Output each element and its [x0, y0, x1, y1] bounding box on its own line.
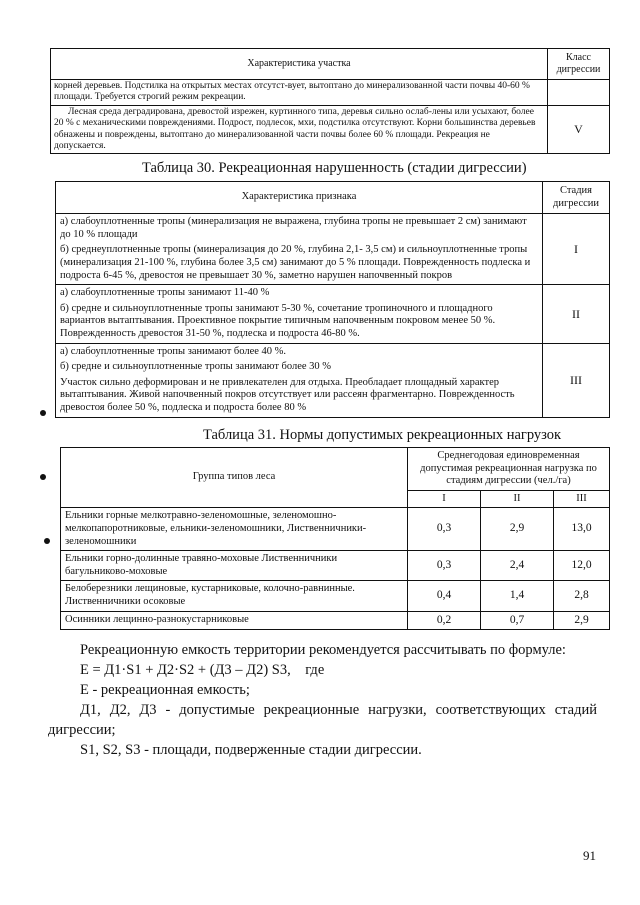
paragraph: б) средне и сильноуплотненные тропы занимают более 30 %: [60, 361, 332, 373]
stage-value: II: [543, 285, 610, 343]
load-stage-1: 0,2: [408, 611, 481, 630]
definition-e: E - рекреационная емкость;: [80, 682, 250, 698]
header-stage-1: I: [408, 490, 481, 508]
row-class: [548, 80, 610, 106]
table-row: [56, 343, 610, 417]
paragraph: а) слабоуплотненные тропы занимают более 40 %.: [60, 345, 287, 357]
header-stage-2: II: [481, 490, 554, 508]
forest-group: Ельники горные мелкотравно-зеленомошные, зеленомошно-мелкопапоротниковые, ельники-зеленомошники, Лиственничники-зеленомошники: [61, 508, 408, 551]
formula: E = Д1·S1 + Д2·S2 + (Д3 – Д2) S3, где: [80, 662, 325, 678]
table-recreational-disturbance: [55, 181, 610, 418]
header-class: Класс дигрессии: [548, 49, 610, 80]
load-stage-2: 1,4: [481, 581, 554, 611]
load-stage-2: 0,7: [481, 611, 554, 630]
stage-value: III: [543, 343, 610, 417]
paragraph: Участок сильно деформирован и не привлекателен для отдыха. Преобладает площадный характер вытаптывания. Живой напочвенный покров отсутствует или рассеян фрагментарно. Поврежденность древостоя более 50 %, подлеска и подроста более 80 %: [60, 376, 515, 413]
paragraph-capacity: Рекреационную емкость территории рекомендуется рассчитывать по формуле:: [80, 642, 566, 658]
load-stage-1: 0,3: [408, 508, 481, 551]
table-row: [61, 581, 610, 611]
table-row: [61, 551, 610, 581]
table-row: [51, 105, 610, 154]
header-characteristic: Характеристика участка: [51, 49, 548, 80]
paragraph: б) среднеуплотненные тропы (минерализация до 20 %, глубина 2,1- 3,5 см) и сильноуплотненные тропы (минерализация 21-100 %, глубина более 3,5 см) занимают до 5 % площади. Поврежденность подлеска и подроста 6-45 %, древостоя не превышает 30 %, заметно нарушен напочвенный покров: [60, 244, 531, 281]
margin-dot: [40, 474, 46, 480]
definition-d: Д1, Д2, Д3 - допустимые рекреационные нагрузки, соответствующих стадий дигрессии;: [48, 702, 597, 738]
load-stage-3: 13,0: [554, 508, 610, 551]
paragraph: а) слабоуплотненные тропы (минерализация не выражена, глубина тропы не превышает 2 см) занимают до 10 % площади: [60, 216, 527, 240]
row-text: Лесная среда деградирована, древостой изрежен, куртинного типа, деревья сильно ослаб-лены или усыхают, более 20 % с механическими повреждениями. Подрост, подлесок, мхи, подстилка отсутствуют. Корни большинства деревьев обнажены и повреждены, вытоптано до минерализованной части почвы более 60 % площади. Рекреация не допускается.: [51, 105, 548, 154]
margin-dot: [40, 410, 46, 416]
forest-group: Осинники лещинно-разнокустарниковые: [61, 611, 408, 630]
row-description: [56, 343, 543, 417]
header-group: Группа типов леса: [61, 448, 408, 508]
page-number: 91: [583, 848, 596, 863]
body-text: [48, 640, 597, 760]
row-class: V: [548, 105, 610, 154]
row-description: [56, 285, 543, 343]
row-text: корней деревьев. Подстилка на открытых местах отсутст-вует, вытоптано до минерализованной части почвы 40-60 % площади. Требуется строгий режим рекреации.: [51, 80, 548, 106]
table-row: [61, 508, 610, 551]
margin-dot: [44, 538, 50, 544]
table-recreational-load-norms: [60, 447, 610, 630]
load-stage-3: 2,8: [554, 581, 610, 611]
load-stage-1: 0,4: [408, 581, 481, 611]
table30-caption: Таблица 30. Рекреационная нарушенность (стадии дигрессии): [142, 160, 527, 176]
table-land-characteristics: [50, 48, 610, 154]
header-load: Среднегодовая единовременная допустимая рекреационная нагрузка по стадиям дигрессии (чел./га): [408, 448, 610, 491]
header-stage: Стадия дигрессии: [543, 182, 610, 214]
table-row: [61, 611, 610, 630]
table-row: [51, 80, 610, 106]
table-row: [56, 214, 610, 285]
load-stage-1: 0,3: [408, 551, 481, 581]
table-row: [56, 285, 610, 343]
load-stage-2: 2,4: [481, 551, 554, 581]
table31-caption: Таблица 31. Нормы допустимых рекреационных нагрузок: [203, 427, 562, 443]
load-stage-3: 2,9: [554, 611, 610, 630]
stage-value: I: [543, 214, 610, 285]
load-stage-2: 2,9: [481, 508, 554, 551]
header-sign: Характеристика признака: [56, 182, 543, 214]
forest-group: Белоберезники лещиновые, кустарниковые, колочно-равнинные. Лиственничники осоковые: [61, 581, 408, 611]
paragraph: б) средне и сильноуплотненные тропы занимают 5-30 %, сочетание тропиночного и площадного вариантов вытаптывания. Проективное покрытие типичным напочвенным покровом менее 50 %. Поврежденность древостоя 31-50 %, подлеска и подроста 46-80 %.: [60, 302, 496, 339]
paragraph: а) слабоуплотненные тропы занимают 11-40 %: [60, 287, 270, 299]
load-stage-3: 12,0: [554, 551, 610, 581]
row-description: [56, 214, 543, 285]
header-stage-3: III: [554, 490, 610, 508]
definition-s: S1, S2, S3 - площади, подверженные стадии дигрессии.: [80, 742, 422, 758]
forest-group: Ельники горно-долинные травяно-моховые Лиственничники багульниково-моховые: [61, 551, 408, 581]
